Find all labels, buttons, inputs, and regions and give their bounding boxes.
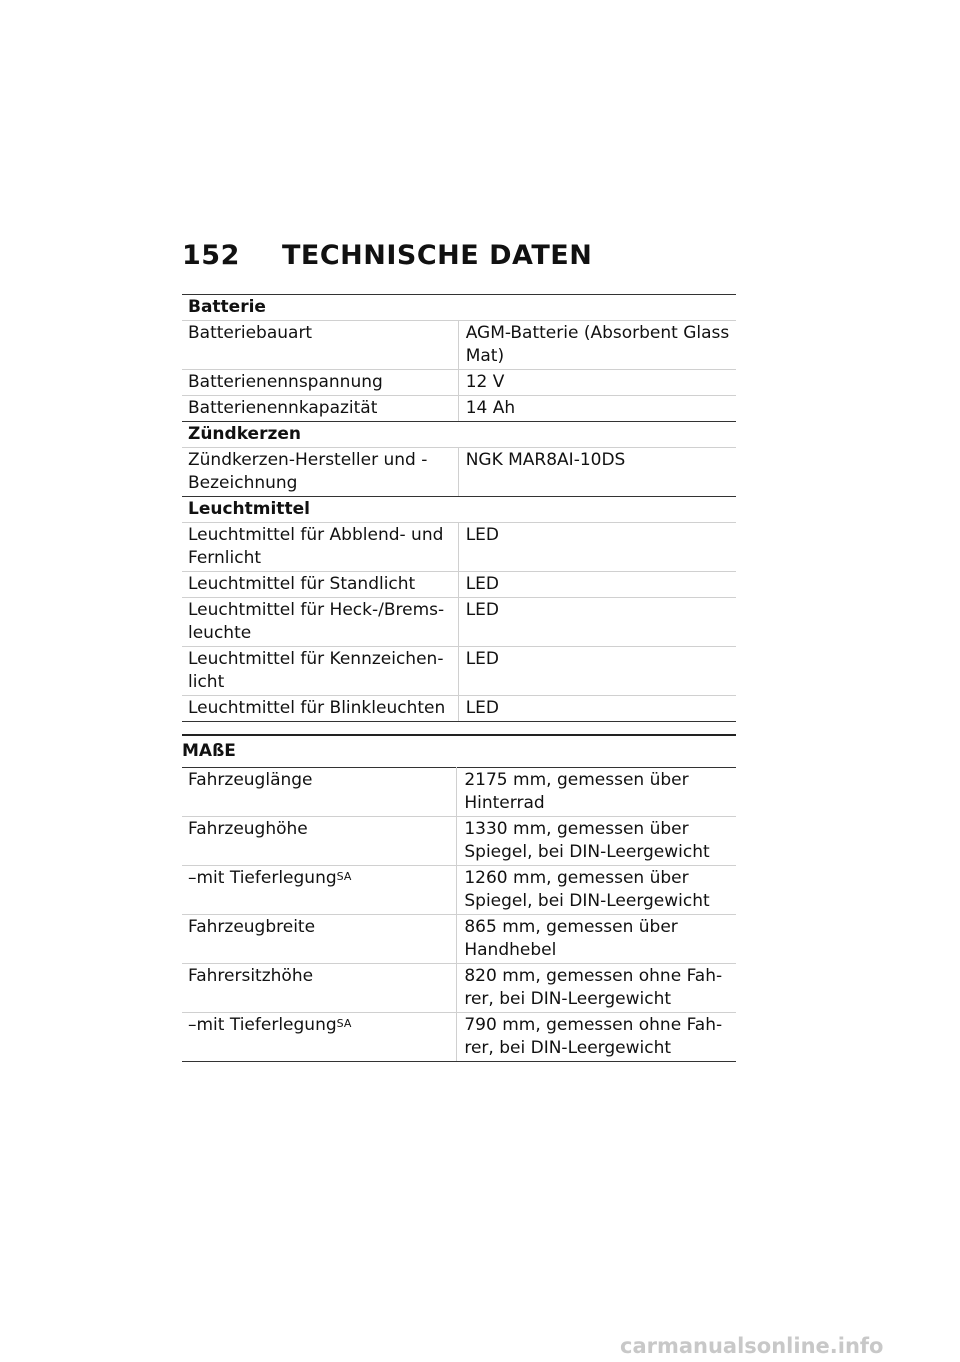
spec-value: NGK MAR8AI-10DS <box>458 448 736 497</box>
table-row <box>182 321 736 370</box>
table-row <box>182 915 736 964</box>
masse-section <box>182 734 736 1062</box>
sa-marker: SA <box>336 1017 352 1030</box>
sa-marker: SA <box>336 870 352 883</box>
spec-value: LED <box>458 572 736 598</box>
spec-value: 865 mm, gemessen über Handhebel <box>457 915 736 964</box>
spec-value: 12 V <box>458 370 736 396</box>
section-row <box>182 497 736 523</box>
spec-label-cell <box>182 866 457 915</box>
spec-value: LED <box>458 696 736 722</box>
spec-label: Leuchtmittel für Blinkleuchten <box>182 696 458 722</box>
spec-label: Batterienennkapazität <box>182 396 458 422</box>
spec-label: Zündkerzen-Hersteller und -Bezeichnung <box>182 448 458 497</box>
section-title: Leuchtmittel <box>182 497 736 523</box>
table-row <box>182 572 736 598</box>
spec-label: Fahrzeuglänge <box>182 768 457 817</box>
table-row <box>182 1013 736 1062</box>
table-row <box>182 817 736 866</box>
spec-value: LED <box>458 598 736 647</box>
spec-label: Leuchtmittel für Kennzeichen-licht <box>182 647 458 696</box>
spec-label: Leuchtmittel für Standlicht <box>182 572 458 598</box>
spec-label: –mit Tieferlegung <box>188 868 337 888</box>
spec-label: –mit Tieferlegung <box>188 1015 337 1035</box>
batterie-table-block <box>182 294 736 722</box>
section-heading: MAßE <box>182 734 736 767</box>
spec-value: 1260 mm, gemessen über Spiegel, bei DIN-Leergewicht <box>457 866 736 915</box>
section-row <box>182 295 736 321</box>
spec-value: 14 Ah <box>458 396 736 422</box>
spec-label: Fahrzeughöhe <box>182 817 457 866</box>
section-title: Zündkerzen <box>182 422 736 448</box>
page-header <box>182 240 592 271</box>
spec-label: Batterienennspannung <box>182 370 458 396</box>
spec-value: 1330 mm, gemessen über Spiegel, bei DIN-Leergewicht <box>457 817 736 866</box>
spec-value: 2175 mm, gemessen über Hinterrad <box>457 768 736 817</box>
spec-label: Leuchtmittel für Heck-/Brems-leuchte <box>182 598 458 647</box>
table-row <box>182 768 736 817</box>
table-row <box>182 866 736 915</box>
spec-label: Leuchtmittel für Abblend- und Fernlicht <box>182 523 458 572</box>
page-title: TECHNISCHE DATEN <box>282 240 593 271</box>
section-title: Batterie <box>182 295 736 321</box>
dimensions-table <box>182 767 736 1062</box>
spec-label: Fahrzeugbreite <box>182 915 457 964</box>
section-row <box>182 422 736 448</box>
spec-label: Fahrersitzhöhe <box>182 964 457 1013</box>
table-row <box>182 964 736 1013</box>
table-row <box>182 523 736 572</box>
spec-value: 820 mm, gemessen ohne Fah-rer, bei DIN-Leergewicht <box>457 964 736 1013</box>
spec-value: AGM-Batterie (Absorbent Glass Mat) <box>458 321 736 370</box>
table-row <box>182 448 736 497</box>
table-row <box>182 598 736 647</box>
table-row <box>182 647 736 696</box>
watermark-text: carmanualsonline.info <box>620 1335 884 1357</box>
specs-table <box>182 294 736 722</box>
spec-value: LED <box>458 647 736 696</box>
page-number: 152 <box>182 240 240 271</box>
spec-label: Batteriebauart <box>182 321 458 370</box>
spec-value: LED <box>458 523 736 572</box>
spec-value: 790 mm, gemessen ohne Fah-rer, bei DIN-Leergewicht <box>457 1013 736 1062</box>
table-row <box>182 396 736 422</box>
table-row <box>182 370 736 396</box>
spec-label-cell <box>182 1013 457 1062</box>
watermark-logo <box>620 1335 950 1357</box>
table-row <box>182 696 736 722</box>
